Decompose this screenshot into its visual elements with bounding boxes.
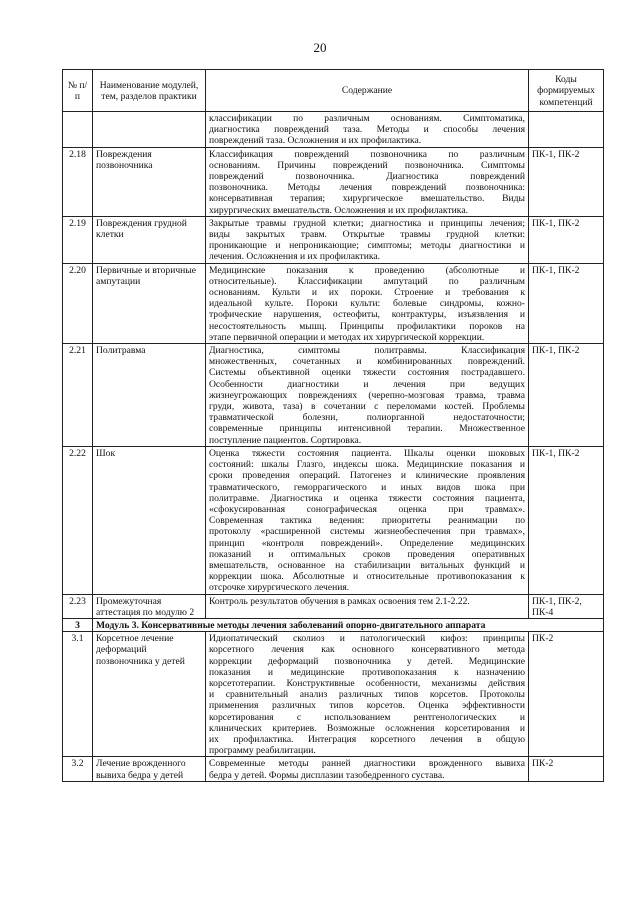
content-line: принцип «контроля повреждений». Определение медицинских	[209, 537, 525, 549]
row-content	[206, 632, 529, 757]
row-number: 2.22	[63, 446, 93, 594]
row-topic-name: Лечение врожденного вывиха бедра у детей	[93, 757, 206, 781]
row-competence-codes: ПК-2	[529, 757, 604, 781]
header-name: Наименование модулей, тем, разделов практики	[93, 70, 206, 112]
content-line: идеальной культе. Пороки культи: болевые синдромы, кожно-	[209, 298, 525, 310]
row-competence-codes: ПК-1, ПК-2, ПК-4	[529, 594, 604, 618]
table-row	[63, 446, 604, 594]
content-line: диагностика повреждений таза. Методы и способы лечения	[209, 124, 525, 136]
content-line: Оценка тяжести состояния пациента. Шкалы оценки шоковых	[209, 447, 525, 459]
header-content: Содержание	[206, 70, 529, 112]
content-line: позвоночника. Методы лечения повреждений позвоночника:	[209, 182, 525, 194]
content-line: Диагностика, симптомы политравмы. Классификация	[209, 345, 525, 357]
content-line: сроки проведения операций. Патогенез и клинические проявления	[209, 470, 525, 482]
row-topic-name: Шок	[93, 446, 206, 594]
row-number	[63, 112, 93, 148]
content-line: относительные). Классификации ампутаций по различным	[209, 275, 525, 287]
content-line: проникающие и непроникающие; симптомы; методы диагностики и	[209, 240, 525, 252]
content-line: виды закрытых травм. Открытые травмы грудной клетки:	[209, 229, 525, 241]
row-topic-name: Промежуточная аттестация по модулю 2	[93, 594, 206, 618]
module-number: 3	[63, 618, 93, 631]
row-content	[206, 216, 529, 263]
content-line: Идиопатический сколиоз и патологический кифоз: принципы	[209, 633, 525, 645]
content-line: классификации по различным основаниям. Симптоматика,	[209, 113, 525, 124]
content-line: корсетотерапии. Конструктивные особенности, механизмы действия	[209, 677, 525, 689]
content-line: применения различных типов корсетов. Оценка эффективности	[209, 700, 525, 712]
row-topic-name: Повреждения позвоночника	[93, 147, 206, 216]
row-content	[206, 757, 529, 781]
content-line: «сфокусированная сонографическая оценка при травмах».	[209, 503, 525, 515]
content-line: основаниям. Причины повреждений позвоночника. Симптомы	[209, 159, 525, 171]
row-number: 2.19	[63, 216, 93, 263]
content-line: корсетного лечения как основного консервативного метода	[209, 644, 525, 656]
curriculum-table	[62, 69, 604, 782]
row-topic-name: Первичные и вторичные ампутации	[93, 263, 206, 343]
row-number: 2.23	[63, 594, 93, 618]
content-line: Системы объективной оценки тяжести состояния пострадавшего.	[209, 367, 525, 379]
row-competence-codes: ПК-1, ПК-2	[529, 147, 604, 216]
row-topic-name: Повреждения грудной клетки	[93, 216, 206, 263]
row-content	[206, 594, 529, 618]
page-number: 20	[313, 40, 327, 55]
content-line: трофические нарушения, остеофиты, контрактуры, изъязвления и	[209, 309, 525, 321]
content-line: Современная тактика ведения: приоритеты реанимации по	[209, 515, 525, 527]
row-competence-codes: ПК-1, ПК-2	[529, 344, 604, 447]
content-line: программу реабилитации.	[209, 745, 316, 757]
content-line: Классификация повреждений позвоночника по различным	[209, 148, 525, 160]
table-row	[63, 216, 604, 263]
content-line: Особенности диагностики и лечения при ведущих	[209, 378, 525, 390]
content-line: современные принципы интенсивной терапии. Множественное	[209, 423, 525, 435]
content-line: травматической болезни, полиорганной недостаточности;	[209, 412, 525, 424]
row-content	[206, 112, 529, 148]
content-line: множественных, сочетанных и комбинированных повреждений.	[209, 356, 525, 368]
row-number: 2.18	[63, 147, 93, 216]
content-line: коррекции шока. Абсолютные и относительные противопоказания к	[209, 571, 525, 583]
content-line: корсетирования с использованием рентгенологических и	[209, 711, 525, 723]
row-number: 2.20	[63, 263, 93, 343]
content-line: Медицинские показания к проведению (абсолютные и	[209, 264, 525, 276]
row-content	[206, 263, 529, 343]
content-line: этапе первичной операции и методах их хирургической коррекции.	[209, 331, 485, 343]
row-content	[206, 147, 529, 216]
header-codes: Коды формируемых компетенций	[529, 70, 604, 112]
content-line: повреждений таза. Осложнения и их профилактика.	[209, 135, 422, 147]
row-content	[206, 446, 529, 594]
row-number: 3.2	[63, 757, 93, 781]
row-number: 3.1	[63, 632, 93, 757]
content-line: Контроль результатов обучения в рамках освоения тем 2.1-2.22.	[209, 595, 470, 607]
content-line: основаниям. Культи и их пороки. Строение и требования к	[209, 287, 525, 299]
row-topic-name: Политравма	[93, 344, 206, 447]
content-line: коррекции деформаций позвоночника у детей. Медицинские	[209, 655, 525, 667]
content-line: консервативная терапия; хирургическое вмешательство. Виды	[209, 193, 525, 205]
table-row	[63, 147, 604, 216]
content-line: Современные методы ранней диагностики врожденного вывиха	[209, 758, 525, 770]
content-line: и сравнительный анализ различных типов корсетов. Протоколы	[209, 689, 525, 701]
content-line: отсрочке хирургического лечения.	[209, 582, 350, 594]
row-competence-codes: ПК-1, ПК-2	[529, 263, 604, 343]
content-line: показаний и оптимальных сроков проведения оперативных	[209, 548, 525, 560]
table-header-row	[63, 70, 604, 112]
content-line: несостоятельность мышц. Принципы профилактики пороков на	[209, 320, 525, 332]
row-competence-codes: ПК-2	[529, 632, 604, 757]
content-line: клинических критериев. Возможные осложнения корсетирования и	[209, 722, 525, 734]
content-line: травматического, геморрагического и иных видов шока при	[209, 481, 525, 493]
content-line: хирургических вмешательств. Осложнения и их профилактика.	[209, 204, 468, 216]
row-competence-codes	[529, 112, 604, 148]
content-line: состояний: шкалы Глазго, индексы шока. Медицинские показания и	[209, 459, 525, 471]
content-line: поступление пациентов. Сортировка.	[209, 434, 362, 446]
table-row	[63, 263, 604, 343]
row-competence-codes: ПК-1, ПК-2	[529, 446, 604, 594]
row-topic-name: Корсетное лечение деформаций позвоночника у детей	[93, 632, 206, 757]
content-line: Закрытые травмы грудной клетки; диагностика и принципы лечения;	[209, 217, 525, 229]
table-row	[63, 757, 604, 781]
table-row	[63, 594, 604, 618]
header-num: № п/п	[63, 70, 93, 112]
content-line: протоколу «расширенной системы жизнеобеспечения при травмах»,	[209, 526, 525, 538]
module-title: Модуль 3. Консервативные методы лечения заболеваний опорно-двигательного аппарата	[93, 618, 604, 631]
table-row	[63, 632, 604, 757]
table-row	[63, 112, 604, 148]
content-line: их профилактика. Интеграция корсетного лечения в общую	[209, 733, 525, 745]
row-competence-codes: ПК-1, ПК-2	[529, 216, 604, 263]
content-line: лечения. Осложнения и их профилактика.	[209, 251, 381, 263]
row-content	[206, 344, 529, 447]
content-line: бедра у детей. Формы дисплазии тазобедренного сустава.	[209, 769, 445, 781]
row-number: 2.21	[63, 344, 93, 447]
table-row	[63, 344, 604, 447]
content-line: политравме. Диагностика и оценка тяжести состояния пациента,	[209, 492, 525, 504]
content-line: жизнеугрожающих повреждениях (черепно-мозговая травма, травма	[209, 389, 525, 401]
content-line: показания и медицинские противопоказания к назначению	[209, 666, 525, 678]
module-heading-row	[63, 618, 604, 631]
content-line: груди, живота, таза) в сочетании с переломами костей. Проблемы	[209, 401, 525, 413]
content-line: вмешательств, основанное на стабилизации витальных функций и	[209, 559, 525, 571]
row-topic-name	[93, 112, 206, 148]
content-line: повреждений позвоночника. Диагностика повреждений	[209, 171, 525, 183]
